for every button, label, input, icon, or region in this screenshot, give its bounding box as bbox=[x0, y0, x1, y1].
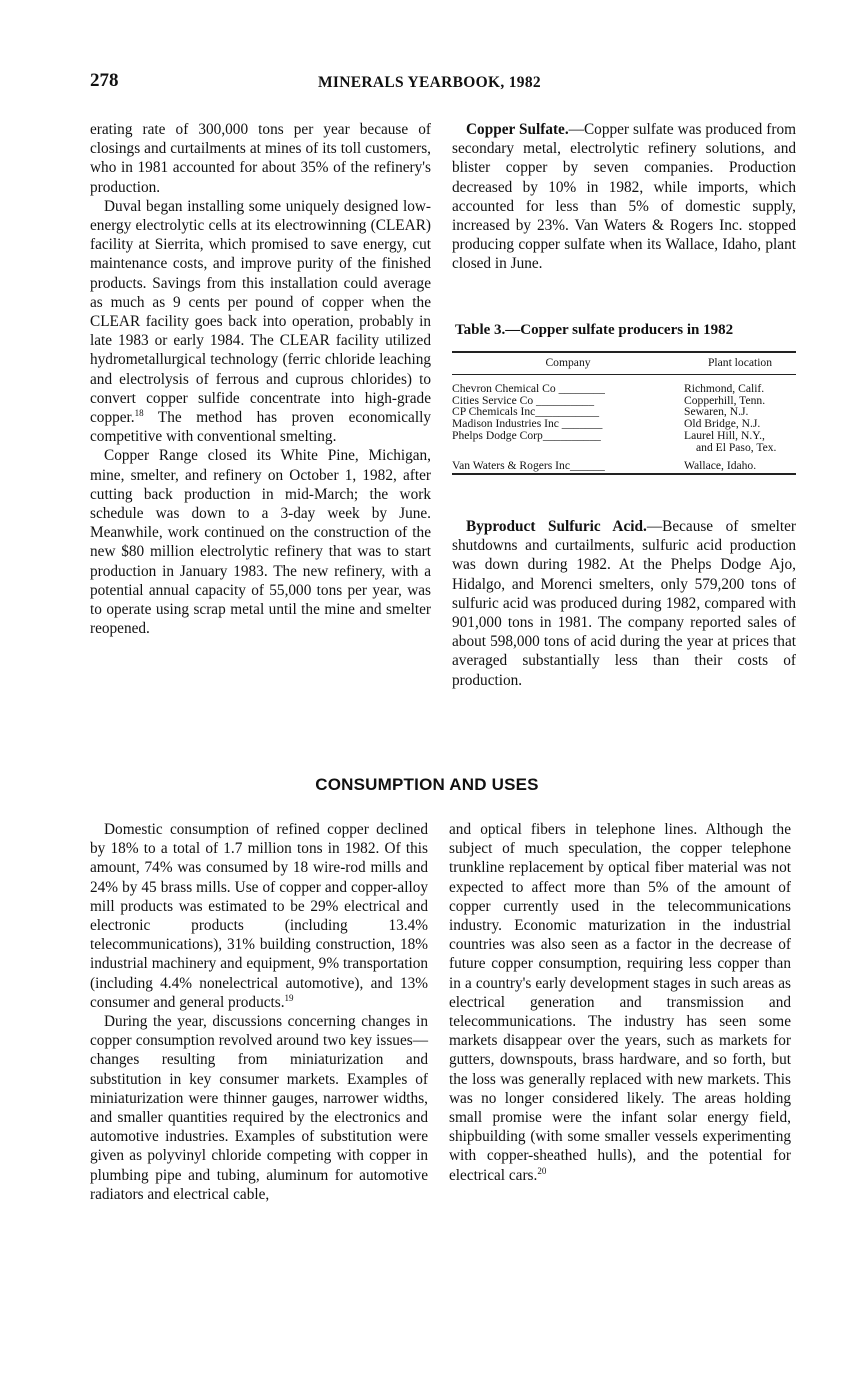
leader-dots: __________ bbox=[542, 429, 601, 442]
table-cell-company bbox=[452, 454, 684, 475]
table-row bbox=[452, 374, 796, 394]
table-cell-location: Richmond, Calif. bbox=[684, 381, 765, 395]
byproduct-heading: Byproduct Sulfuric Acid. bbox=[466, 518, 647, 535]
section-heading: CONSUMPTION AND USES bbox=[315, 775, 539, 794]
leader-dots: __________ bbox=[533, 394, 595, 407]
footnote-ref-19: 19 bbox=[284, 992, 294, 1003]
table-row bbox=[452, 430, 796, 454]
left-column-lower bbox=[90, 820, 428, 1204]
paragraph-duval bbox=[90, 197, 431, 447]
table-cell-company bbox=[452, 418, 684, 430]
table-cell-location: Copperhill, Tenn. bbox=[684, 393, 766, 407]
leader-dots: ___________ bbox=[535, 406, 600, 419]
copper-sulfate-text: —Copper sulfate was produced from secondary metal, electrolytic refinery solutions, and blister copper by seven companies. Production decreased by 10% in 1982, while imports, which accounted for less than 5% of domestic supply, increased by 23%. Van Waters & Rogers Inc. stopped producing copper sulfate when its Wallace, Idaho, plant closed in June. bbox=[452, 121, 796, 273]
leader-dots: _______ bbox=[558, 418, 603, 430]
paragraph-optical-fibers bbox=[449, 820, 791, 1185]
paragraph-domestic-consumption bbox=[90, 820, 428, 1012]
company-name: Madison Industries Inc bbox=[452, 418, 559, 430]
left-column-upper bbox=[90, 120, 431, 638]
location-name: Laurel Hill, N.Y., bbox=[684, 428, 765, 442]
page-number: 278 bbox=[90, 70, 119, 91]
copper-sulfate-heading: Copper Sulfate. bbox=[466, 121, 569, 138]
paragraph-duval-text: Duval began installing some uniquely designed low-energy electrolytic cells at its electrowinning (CLEAR) facility at Sierrita, which promised to save energy, cut maintenance costs, and improve purity of the finished products. Savings from this installation could average as much as 9 cents per pound of copper when the CLEAR facility goes back into operation, probably in late 1983 or early 1984. The CLEAR facility utilized hydrometallurgical technology (ferric chloride leaching and electrolysis of ferrous and cuprous chlorides) to convert copper sulfide concentrate into high-grade copper. bbox=[90, 197, 431, 427]
table-cell-location bbox=[684, 430, 796, 454]
table-cell-company bbox=[452, 430, 684, 454]
company-name: Cities Service Co bbox=[452, 394, 534, 407]
table-cell-location: Wallace, Idaho. bbox=[684, 454, 796, 475]
paragraph-domestic-consumption-text: Domestic consumption of refined copper declined by 18% to a total of 1.7 million tons in 1982. Of this amount, 74% was consumed by 18 wire-rod mills and 24% by 45 brass mills. Use of copper and copper-alloy mill products was estimated to be 29% electrical and electronic products (including 13.4% telecommunications), 31% building construction, 18% industrial machinery and equipment, 9% transportation (including 4.4% nonelectrical automotive), and 13% consumer and general products. bbox=[90, 821, 428, 1011]
table-header-company: Company bbox=[452, 352, 684, 374]
paragraph-discussions: During the year, discussions concerning changes in copper consumption revolved around two key issues—changes resulting from miniaturization and substitution in key consumer markets. Examples of miniaturization were thinner gauges, narrower widths, and smaller quantities required by the electronics and automotive industries. Examples of substitution were given as polyvinyl chloride competing with copper in plumbing pipe and tubing, aluminum for automotive radiators and electrical cable, bbox=[90, 1013, 428, 1203]
table-cell-location: Sewaren, N.J. bbox=[684, 405, 749, 419]
company-name: CP Chemicals Inc bbox=[452, 406, 536, 419]
byproduct-text: —Because of smelter shutdowns and curtailments, sulfuric acid production was down during 1982. At the Phelps Dodge Ajo, Hidalgo, and Morenci smelters, only 579,200 tons of sulfuric acid was produced during 1982, compared with 901,000 tons in 1981. The company reported sales of about 598,000 tons of acid during the year at prices that averaged substantially less than their costs of production. bbox=[452, 518, 796, 689]
footnote-ref-20: 20 bbox=[537, 1165, 547, 1176]
paragraph-copper-sulfate bbox=[452, 120, 796, 274]
location-continued: and El Paso, Tex. bbox=[696, 440, 777, 454]
paragraph-refinery-continued: erating rate of 300,000 tons per year because of closings and curtailments at mines of its toll customers, who in 1981 accounted for about 35% of the refinery's production. bbox=[90, 121, 431, 196]
paragraph-optical-fibers-text: and optical fibers in telephone lines. Although the subject of much speculation, the copper telephone trunkline replacement by optical fiber material was not expected to affect more than 5% of the amount of copper currently used in the telecommunications industry. Economic maturization in the industrial countries was also seen as a factor in the decrease of future copper consumption, requiring less copper than in a country's early development stages in such areas as electrical generation and transmission and telecommunications. The industry has seen some markets disappear over the years, such as markets for gutters, downspouts, brass hardware, and so forth, but the loss was generally replaced with new markets. This was no longer considered likely. The areas holding small promise were the infant solar energy field, shipbuilding (with some smaller vessels experimenting with copper-sheathed hulls), and the potential for electrical cars. bbox=[449, 821, 791, 1184]
right-column-byproduct bbox=[452, 517, 796, 690]
copper-sulfate-producers-table bbox=[452, 351, 796, 475]
paragraph-copper-range: Copper Range closed its White Pine, Michigan, mine, smelter, and refinery on October 1, 1982, after cutting back production in mid-March; the work schedule was down to a 3-day week by June. Meanwhile, work continued on the construction of the new $80 million electrolytic refinery that was to start production in January 1983. The new refinery, with a potential annual capacity of 55,000 tons per year, was to operate using scrap metal until the mine and smelter reopened. bbox=[90, 447, 431, 638]
table-header-row bbox=[452, 352, 796, 374]
table-cell-company bbox=[452, 374, 684, 394]
table-cell-company bbox=[452, 395, 684, 407]
paragraph-duval-end: The method has proven economically competitive with conventional smelting. bbox=[90, 409, 431, 446]
table-cell-location: Old Bridge, N.J. bbox=[684, 417, 761, 431]
company-name: Chevron Chemical Co bbox=[452, 381, 556, 395]
table-title: Table 3.—Copper sulfate producers in 1982 bbox=[455, 322, 734, 338]
table-row bbox=[452, 454, 796, 475]
company-name: Phelps Dodge Corp bbox=[452, 429, 543, 442]
right-column-lower bbox=[449, 820, 791, 1185]
leader-dots: ______ bbox=[569, 458, 605, 472]
table-cell-company bbox=[452, 406, 684, 418]
right-column-upper bbox=[452, 120, 796, 274]
table-header-location: Plant location bbox=[684, 352, 796, 374]
running-title: MINERALS YEARBOOK, 1982 bbox=[318, 74, 541, 91]
leader-dots: ________ bbox=[555, 381, 605, 395]
footnote-ref-18: 18 bbox=[134, 408, 144, 419]
company-name: Van Waters & Rogers Inc bbox=[452, 458, 570, 472]
paragraph-byproduct-sulfuric-acid bbox=[452, 517, 796, 690]
